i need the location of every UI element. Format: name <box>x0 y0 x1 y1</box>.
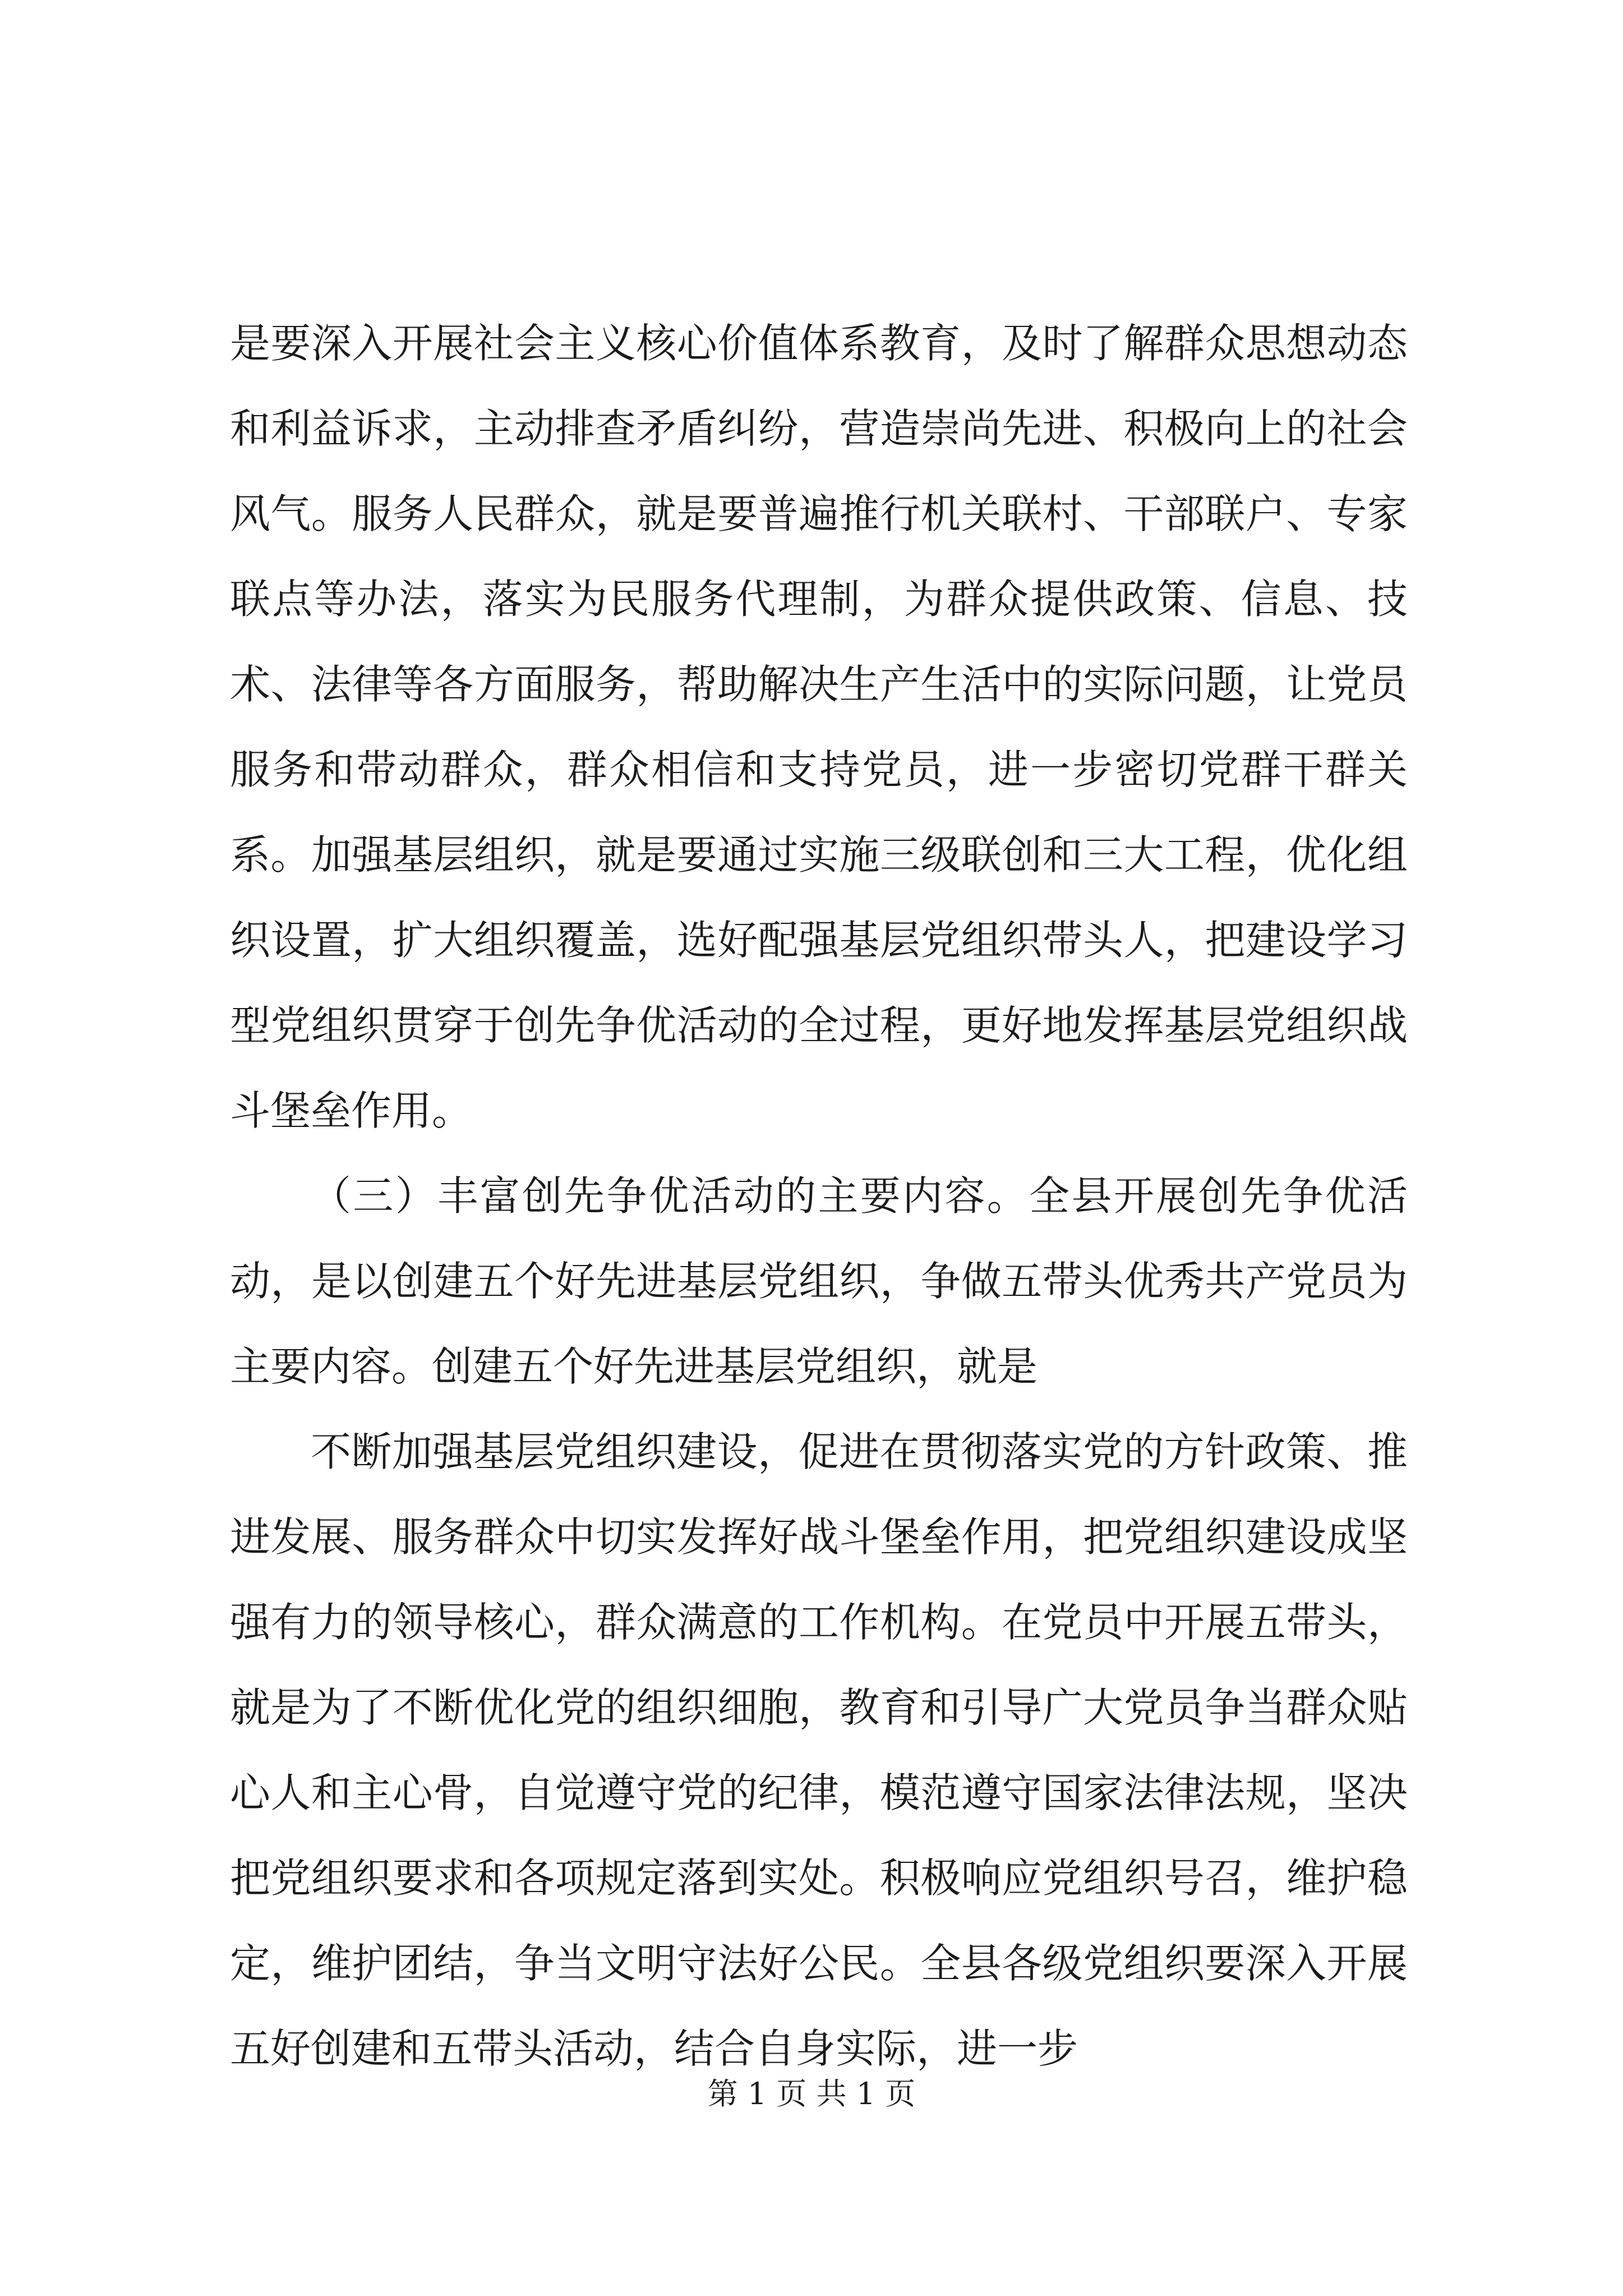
document-body <box>230 301 1408 2091</box>
paragraph-section-three: （三）丰富创先争优活动的主要内容。全县开展创先争优活动，是以创建五个好先进基层党组织，争做五带头优秀共产党员为主要内容。创建五个好先进基层党组织，就是 <box>230 1172 1408 1390</box>
paragraph-continuation: 是要深入开展社会主义核心价值体系教育，及时了解群众思想动态和利益诉求，主动排查矛盾纠纷，营造崇尚先进、积极向上的社会风气。服务人民群众，就是要普遍推行机关联村、干部联户、专家联点等办法，落实为民服务代理制，为群众提供政策、信息、技术、法律等各方面服务，帮助解决生产生活中的实际问题，让党员服务和带动群众，群众相信和支持党员，进一步密切党群干群关系。加强基层组织，就是要通过实施三级联创和三大工程，优化组织设置，扩大组织覆盖，选好配强基层党组织带头人，把建设学习型党组织贯穿于创先争优活动的全过程，更好地发挥基层党组织战斗堡垒作用。 <box>230 320 1408 1134</box>
paragraph-five-goods: 不断加强基层党组织建设，促进在贯彻落实党的方针政策、推进发展、服务群众中切实发挥好战斗堡垒作用，把党组织建设成坚强有力的领导核心，群众满意的工作机构。在党员中开展五带头，就是为了不断优化党的组织细胞，教育和引导广大党员争当群众贴心人和主心骨，自觉遵守党的纪律，模范遵守国家法律法规，坚决把党组织要求和各项规定落到实处。积极响应党组织号召，维护稳定，维护团结，争当文明守法好公民。全县各级党组织要深入开展五好创建和五带头活动，结合自身实际，进一步 <box>230 1428 1408 2072</box>
page-footer: 第 1 页 共 1 页 <box>707 2076 916 2111</box>
